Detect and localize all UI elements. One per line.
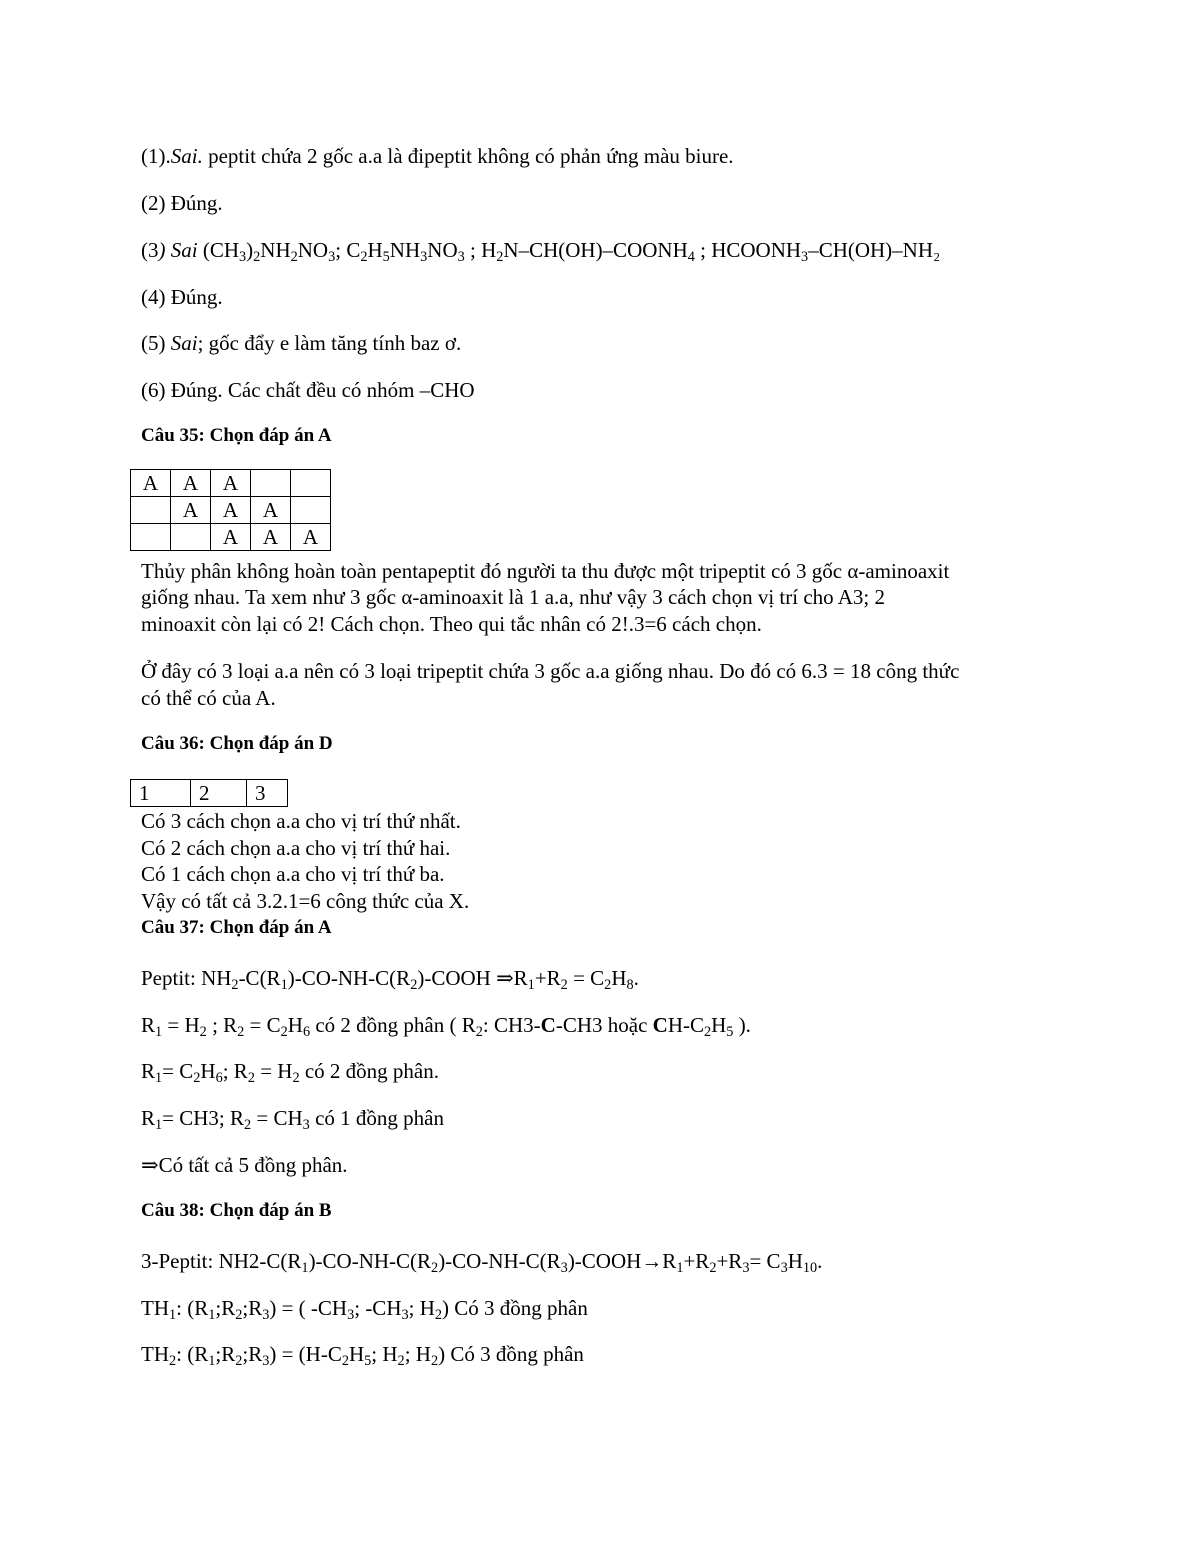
grid-row [131, 524, 331, 551]
text: H-C [667, 1013, 704, 1037]
grid-cell: 2 [191, 780, 247, 807]
text: = C [244, 1013, 281, 1037]
formula-line [141, 1295, 588, 1321]
text: ) Sai [158, 238, 198, 262]
text: ; R [206, 1013, 238, 1037]
subscript: 3 [420, 248, 428, 265]
text: ) Có 3 đồng phân [438, 1342, 584, 1366]
text: C [540, 1013, 556, 1037]
text: ; HCOONH [694, 238, 802, 262]
subscript: 2 [397, 1352, 405, 1369]
text: peptit chứa 2 gốc a.a là đipeptit không có phản ứng màu biure. [202, 144, 734, 168]
subscript: 2 [475, 1023, 483, 1040]
subscript: 3 [457, 248, 465, 265]
paragraph-line: Có 3 cách chọn a.a cho vị trí thứ nhất. [141, 809, 461, 833]
text: có 1 đồng phân [309, 1106, 444, 1130]
position-grid [130, 779, 288, 807]
grid-cell: A [131, 470, 171, 497]
paragraph-line: Vậy có tất cả 3.2.1=6 công thức của X. [141, 889, 470, 913]
grid-cell [251, 470, 291, 497]
text: ) Có 3 đồng phân [442, 1296, 588, 1320]
subscript: 1 [208, 1352, 216, 1369]
text: ;R [215, 1296, 236, 1320]
statement-4: (4) Đúng. [141, 285, 223, 309]
text: (3 [141, 238, 159, 262]
paragraph-line: có thể có của A. [141, 686, 276, 710]
grid-cell [291, 470, 331, 497]
text: ; -CH [354, 1296, 402, 1320]
grid-cell: A [251, 497, 291, 524]
text: ; H [408, 1296, 435, 1320]
text: )-CO-NH-C(R [308, 1249, 432, 1273]
text: ) [246, 238, 254, 262]
subscript: 3 [780, 1259, 788, 1276]
formula-line [141, 1248, 822, 1274]
subscript: 2 [434, 1306, 443, 1323]
text: H [787, 1249, 803, 1273]
text: ;R [242, 1296, 263, 1320]
grid-cell: A [171, 470, 211, 497]
text: H [611, 966, 627, 990]
text: ). [733, 1013, 751, 1037]
text: = C [162, 1059, 194, 1083]
subscript: 5 [726, 1023, 734, 1040]
text: (1). [141, 144, 171, 168]
text: (5) [141, 331, 171, 355]
text: ; H [371, 1342, 398, 1366]
text: = CH3; R [162, 1106, 245, 1130]
subscript: 3 [262, 1306, 270, 1323]
paragraph-line: Có 1 cách chọn a.a cho vị trí thứ ba. [141, 862, 445, 886]
subscript: 10 [802, 1259, 818, 1276]
subscript: 2 [244, 1116, 252, 1133]
subscript: 1 [208, 1306, 216, 1323]
paragraph-line: Thủy phân không hoàn toàn pentapeptit đó người ta thu được một tripeptit có 3 gốc α-aminoaxit [141, 559, 950, 583]
grid-cell: A [171, 497, 211, 524]
subscript: 2 [430, 1352, 439, 1369]
text: : CH3- [482, 1013, 541, 1037]
subscript: 5 [364, 1352, 372, 1369]
text: . [633, 966, 639, 990]
text: H [711, 1013, 727, 1037]
grid-row [131, 780, 288, 807]
subscript: 8 [626, 976, 634, 993]
formula-line [141, 1105, 444, 1131]
formula-line [141, 1341, 584, 1367]
grid-cell [131, 497, 171, 524]
subscript: 3 [302, 1116, 310, 1133]
text: R [141, 1106, 156, 1130]
subscript: 2 [560, 976, 568, 993]
subscript: 2 [247, 1069, 255, 1086]
text: = H [254, 1059, 293, 1083]
text: NO [427, 238, 458, 262]
grid-cell: A [211, 497, 251, 524]
subscript: 1 [280, 976, 288, 993]
text: 3-Peptit: NH2-C(R [141, 1249, 302, 1273]
question-37-heading: Câu 37: Chọn đáp án A [141, 917, 332, 938]
text: H [348, 1342, 365, 1366]
grid-cell [131, 524, 171, 551]
statement-6: (6) Đúng. Các chất đều có nhóm –CHO [141, 378, 475, 402]
grid-cell: A [291, 524, 331, 551]
pentapeptide-grid [130, 469, 331, 551]
subscript: 2 [431, 1259, 439, 1276]
subscript: 2 [290, 248, 298, 265]
question-36-heading: Câu 36: Chọn đáp án D [141, 733, 333, 754]
grid-cell [171, 524, 211, 551]
subscript: 6 [215, 1069, 223, 1086]
subscript: 1 [301, 1259, 309, 1276]
subscript: 2 [235, 1306, 243, 1323]
text: -C(R [238, 966, 281, 990]
text: )-CO-NH-C(R [438, 1249, 561, 1273]
formula-line [141, 1012, 751, 1038]
text: )-COOH→R [567, 1249, 677, 1273]
text: ; C [335, 238, 361, 262]
text: R [141, 1013, 156, 1037]
grid-cell: A [211, 470, 251, 497]
subscript: 1 [527, 976, 535, 993]
subscript: 4 [687, 248, 695, 265]
grid-cell: 1 [131, 780, 191, 807]
statement-3 [141, 237, 940, 263]
subscript: 3 [328, 248, 336, 265]
text: ; R [222, 1059, 248, 1083]
subscript: 2 [253, 248, 261, 265]
text: ;R [215, 1342, 236, 1366]
text: +R [534, 966, 561, 990]
subscript: 2 [604, 976, 612, 993]
text: = CH [251, 1106, 303, 1130]
grid-cell [291, 497, 331, 524]
text: H [367, 238, 383, 262]
text: ; H [464, 238, 497, 262]
subscript: 2 [237, 1023, 245, 1040]
text: C [652, 1013, 668, 1037]
question-38-heading: Câu 38: Chọn đáp án B [141, 1200, 332, 1221]
text: ; gốc đẩy e làm tăng tính baz ơ. [197, 331, 462, 355]
text: có 2 đồng phân ( R [310, 1013, 476, 1037]
text: có 2 đồng phân. [299, 1059, 440, 1083]
subscript: 2 [709, 1259, 717, 1276]
text: ) = (H-C [269, 1342, 342, 1366]
statement-2: (2) Đúng. [141, 191, 223, 215]
text: TH [141, 1296, 169, 1320]
subscript: 2 [496, 248, 504, 265]
statement-5 [141, 330, 461, 356]
subscript: 1 [676, 1259, 684, 1276]
text: –CH(OH)–NH₂ [808, 238, 941, 262]
subscript: 3 [801, 248, 809, 265]
subscript: 6 [302, 1023, 311, 1040]
text: NH [389, 238, 421, 262]
subscript: 3 [262, 1352, 270, 1369]
subscript: 2 [199, 1023, 207, 1040]
subscript: 5 [382, 248, 390, 265]
paragraph-line: giống nhau. Ta xem như 3 gốc α-aminoaxit là 1 a.a, như vậy 3 cách chọn vị trí cho A3; 2 [141, 585, 885, 609]
subscript: 3 [742, 1259, 750, 1276]
text: ;R [242, 1342, 263, 1366]
formula-line [141, 965, 639, 991]
text: ) = ( -CH [269, 1296, 348, 1320]
text: TH [141, 1342, 169, 1366]
subscript: 2 [703, 1023, 712, 1040]
formula-line [141, 1058, 439, 1084]
text: : (R [176, 1342, 209, 1366]
subscript: 3 [401, 1306, 409, 1323]
subscript: 1 [155, 1116, 163, 1133]
text: +R [716, 1249, 743, 1273]
subscript: 1 [169, 1306, 177, 1323]
text: H [287, 1013, 303, 1037]
subscript: 1 [155, 1023, 163, 1040]
text: Sai [170, 331, 198, 355]
text: : (R [176, 1296, 209, 1320]
text: )-COOH ⇒R [417, 966, 528, 990]
question-35-heading: Câu 35: Chọn đáp án A [141, 425, 332, 446]
paragraph-line: minoaxit còn lại có 2! Cách chọn. Theo qui tắc nhân có 2!.3=6 cách chọn. [141, 612, 762, 636]
text: N–CH(OH)–COONH [503, 238, 688, 262]
grid-cell: 3 [247, 780, 288, 807]
text: = C [749, 1249, 781, 1273]
text: NO [297, 238, 329, 262]
text: . [817, 1249, 823, 1273]
subscript: 2 [235, 1352, 243, 1369]
grid-row [131, 470, 331, 497]
subscript: 2 [193, 1069, 201, 1086]
text: ; H [404, 1342, 431, 1366]
grid-cell: A [211, 524, 251, 551]
paragraph-line: Ở đây có 3 loại a.a nên có 3 loại tripeptit chứa 3 gốc a.a giống nhau. Do đó có 6.3 = 18 công thức [141, 659, 960, 683]
subscript: 3 [239, 248, 247, 265]
subscript: 3 [560, 1259, 568, 1276]
subscript: 2 [169, 1352, 177, 1369]
paragraph-line: Có 2 cách chọn a.a cho vị trí thứ hai. [141, 836, 451, 860]
conclusion-line: ⇒Có tất cả 5 đồng phân. [141, 1153, 348, 1177]
text: Peptit: NH [141, 966, 232, 990]
text: (CH [197, 238, 239, 262]
subscript: 2 [410, 976, 418, 993]
subscript: 2 [231, 976, 239, 993]
text: = C [567, 966, 605, 990]
text: )-CO-NH-C(R [287, 966, 411, 990]
text: NH [260, 238, 291, 262]
text: R [141, 1059, 156, 1083]
text: = H [162, 1013, 200, 1037]
text: Sai. [170, 144, 203, 168]
subscript: 2 [292, 1069, 300, 1086]
subscript: 2 [341, 1352, 349, 1369]
text: -CH3 hoặc [555, 1013, 653, 1037]
grid-cell: A [251, 524, 291, 551]
subscript: 3 [347, 1306, 355, 1323]
statement-1 [141, 143, 734, 169]
grid-row [131, 497, 331, 524]
text: +R [683, 1249, 710, 1273]
text: H [200, 1059, 216, 1083]
subscript: 2 [360, 248, 368, 265]
subscript: 2 [280, 1023, 288, 1040]
subscript: 1 [155, 1069, 163, 1086]
